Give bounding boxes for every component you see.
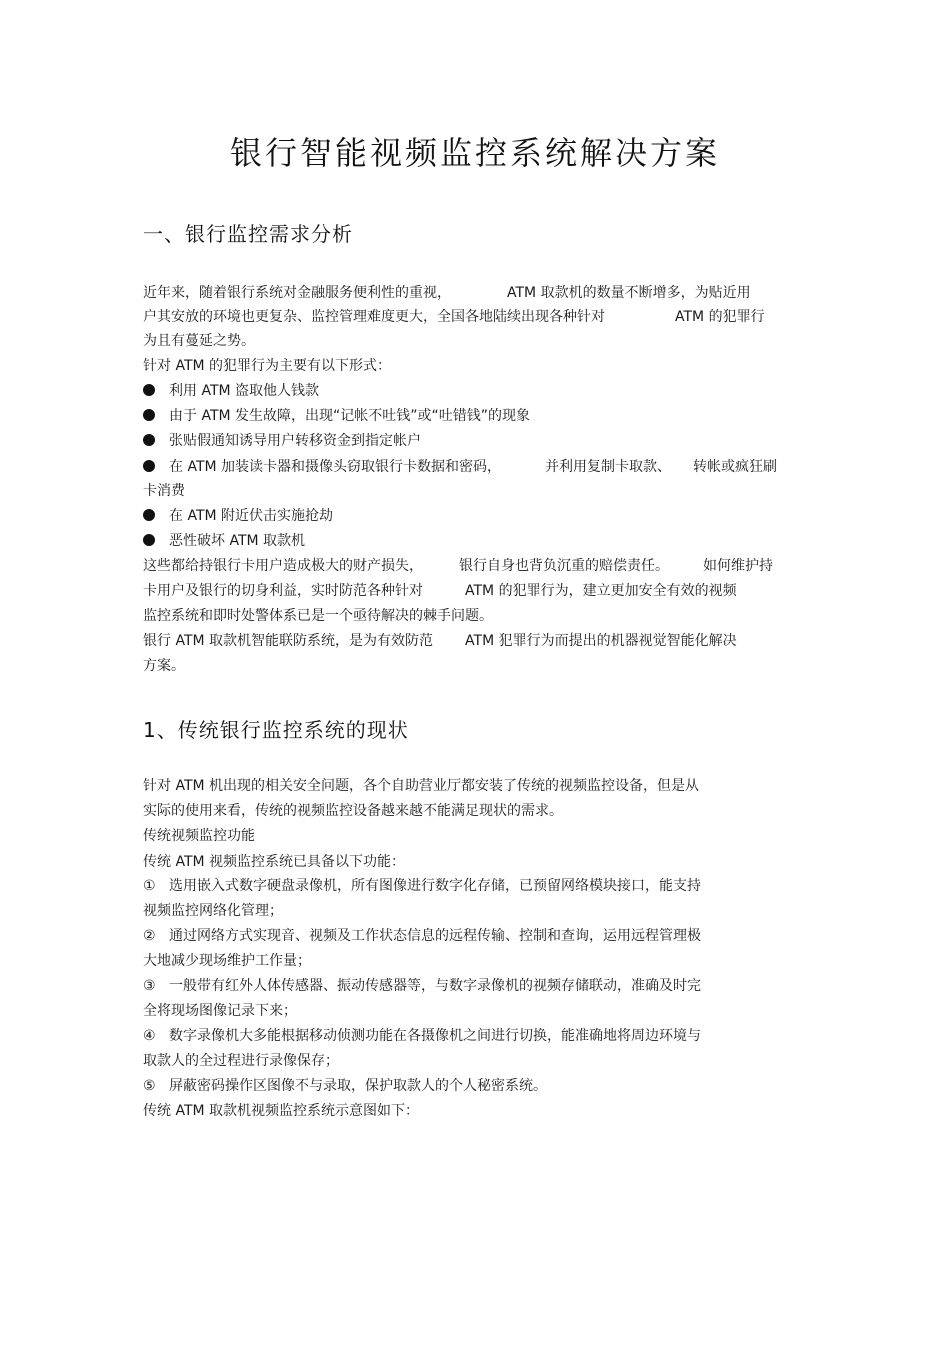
item-text: 一般带有红外人体传感器、振动传感器等，与数字录像机的视频存储联动，准确及时完 [169,978,701,994]
list-item-text: 在 ATM 附近伏击实施抢劫 [169,508,334,524]
numbered-item-continuation: 取款人的全过程进行录像保存； [143,1053,339,1069]
item-number: ⑤ [143,1078,156,1094]
list-item [143,532,305,550]
text-segment: ATM 的犯罪行为，建立更加安全有效的视频 [465,583,737,599]
item-text: 数字录像机大多能根据移动侦测功能在各摄像机之间进行切换，能准确地将周边环境与 [169,1028,701,1044]
text-segment: 卡用户及银行的切身利益，实时防范各种针对 [143,583,423,599]
paragraph-line [143,632,737,650]
text-segment: 如何维护持 [703,558,773,574]
text-segment: ATM 的犯罪行 [675,309,765,325]
item-number: ② [143,928,156,944]
section-heading-traditional-status: 1、传统银行监控系统的现状 [143,718,409,742]
bullet-icon [143,434,155,446]
paragraph-line [143,582,737,600]
list-item [143,507,333,525]
numbered-item [143,927,701,945]
text-segment: 银行自身也背负沉重的赔偿责任。 [459,558,669,574]
item-text: 选用嵌入式数字硬盘录像机，所有图像进行数字化存储，已预留网络模块接口，能支持 [169,878,701,894]
text-segment: 近年来，随着银行系统对金融服务便利性的重视， [143,285,451,301]
list-item-text: 转帐或疯狂刷 [693,459,778,475]
list-item [143,382,319,400]
paragraph-line [143,308,765,326]
text-segment: ATM 犯罪行为而提出的机器视觉智能化解决 [465,633,737,649]
numbered-item-continuation: 大地减少现场维护工作量； [143,953,311,969]
numbered-item-continuation: 全将现场图像记录下来； [143,1003,297,1019]
paragraph-line: 实际的使用来看，传统的视频监控设备越来越不能满足现状的需求。 [143,803,563,819]
numbered-item [143,877,701,895]
section-heading-demand-analysis: 一、银行监控需求分析 [143,222,353,246]
text-segment: ATM 取款机的数量不断增多，为贴近用 [507,285,751,301]
item-number: ④ [143,1028,156,1044]
bullet-icon [143,384,155,396]
list-item [143,458,777,476]
numbered-item [143,1027,701,1045]
list-item-text: 在 ATM 加装读卡器和摄像头窃取银行卡数据和密码， [169,459,502,475]
subheading: 传统视频监控功能 [143,828,255,844]
list-item-continuation: 卡消费 [143,483,185,499]
list-intro: 传统 ATM 视频监控系统已具备以下功能： [143,854,406,870]
bullet-icon [143,534,155,546]
bullet-icon [143,409,155,421]
paragraph-line [143,557,773,575]
numbered-item-continuation: 视频监控网络化管理； [143,903,283,919]
text-segment: 户其安放的环境也更复杂、监控管理难度更大，全国各地陆续出现各种针对 [143,309,605,325]
list-item-text: 利用 ATM 盗取他人钱款 [169,383,320,399]
text-segment: 这些都给持银行卡用户造成极大的财产损失， [143,558,423,574]
item-text: 通过网络方式实现音、视频及工作状态信息的远程传输、控制和查询，运用远程管理极 [169,928,701,944]
list-item-text: 恶性破坏 ATM 取款机 [169,533,306,549]
list-item-text: 并利用复制卡取款、 [545,459,672,475]
list-intro: 针对 ATM 的犯罪行为主要有以下形式： [143,358,392,374]
numbered-item [143,977,701,995]
list-item [143,407,530,425]
bullet-icon [143,460,155,472]
list-item-text: 张贴假通知诱导用户转移资金到指定帐户 [169,433,421,449]
item-number: ③ [143,978,156,994]
item-number: ① [143,878,156,894]
list-item [143,432,421,450]
paragraph-line: 为且有蔓延之势。 [143,333,255,349]
paragraph-line: 方案。 [143,658,185,674]
bullet-icon [143,509,155,521]
list-item-text: 由于 ATM 发生故障，出现“记帐不吐钱”或“吐错钱”的现象 [169,408,531,424]
paragraph-line: 监控系统和即时处警体系已是一个亟待解决的棘手问题。 [143,608,493,624]
text-segment: 银行 ATM 取款机智能联防系统，是为有效防范 [143,633,434,649]
item-text: 屏蔽密码操作区图像不与录取，保护取款人的个人秘密系统。 [169,1078,547,1094]
numbered-item [143,1077,547,1095]
paragraph-line: 针对 ATM 机出现的相关安全问题，各个自助营业厅都安装了传统的视频监控设备，但是从 [143,778,700,794]
paragraph-line: 传统 ATM 取款机视频监控系统示意图如下： [143,1103,420,1119]
paragraph-line [143,284,751,302]
document-title: 银行智能视频监控系统解决方案 [229,134,720,172]
